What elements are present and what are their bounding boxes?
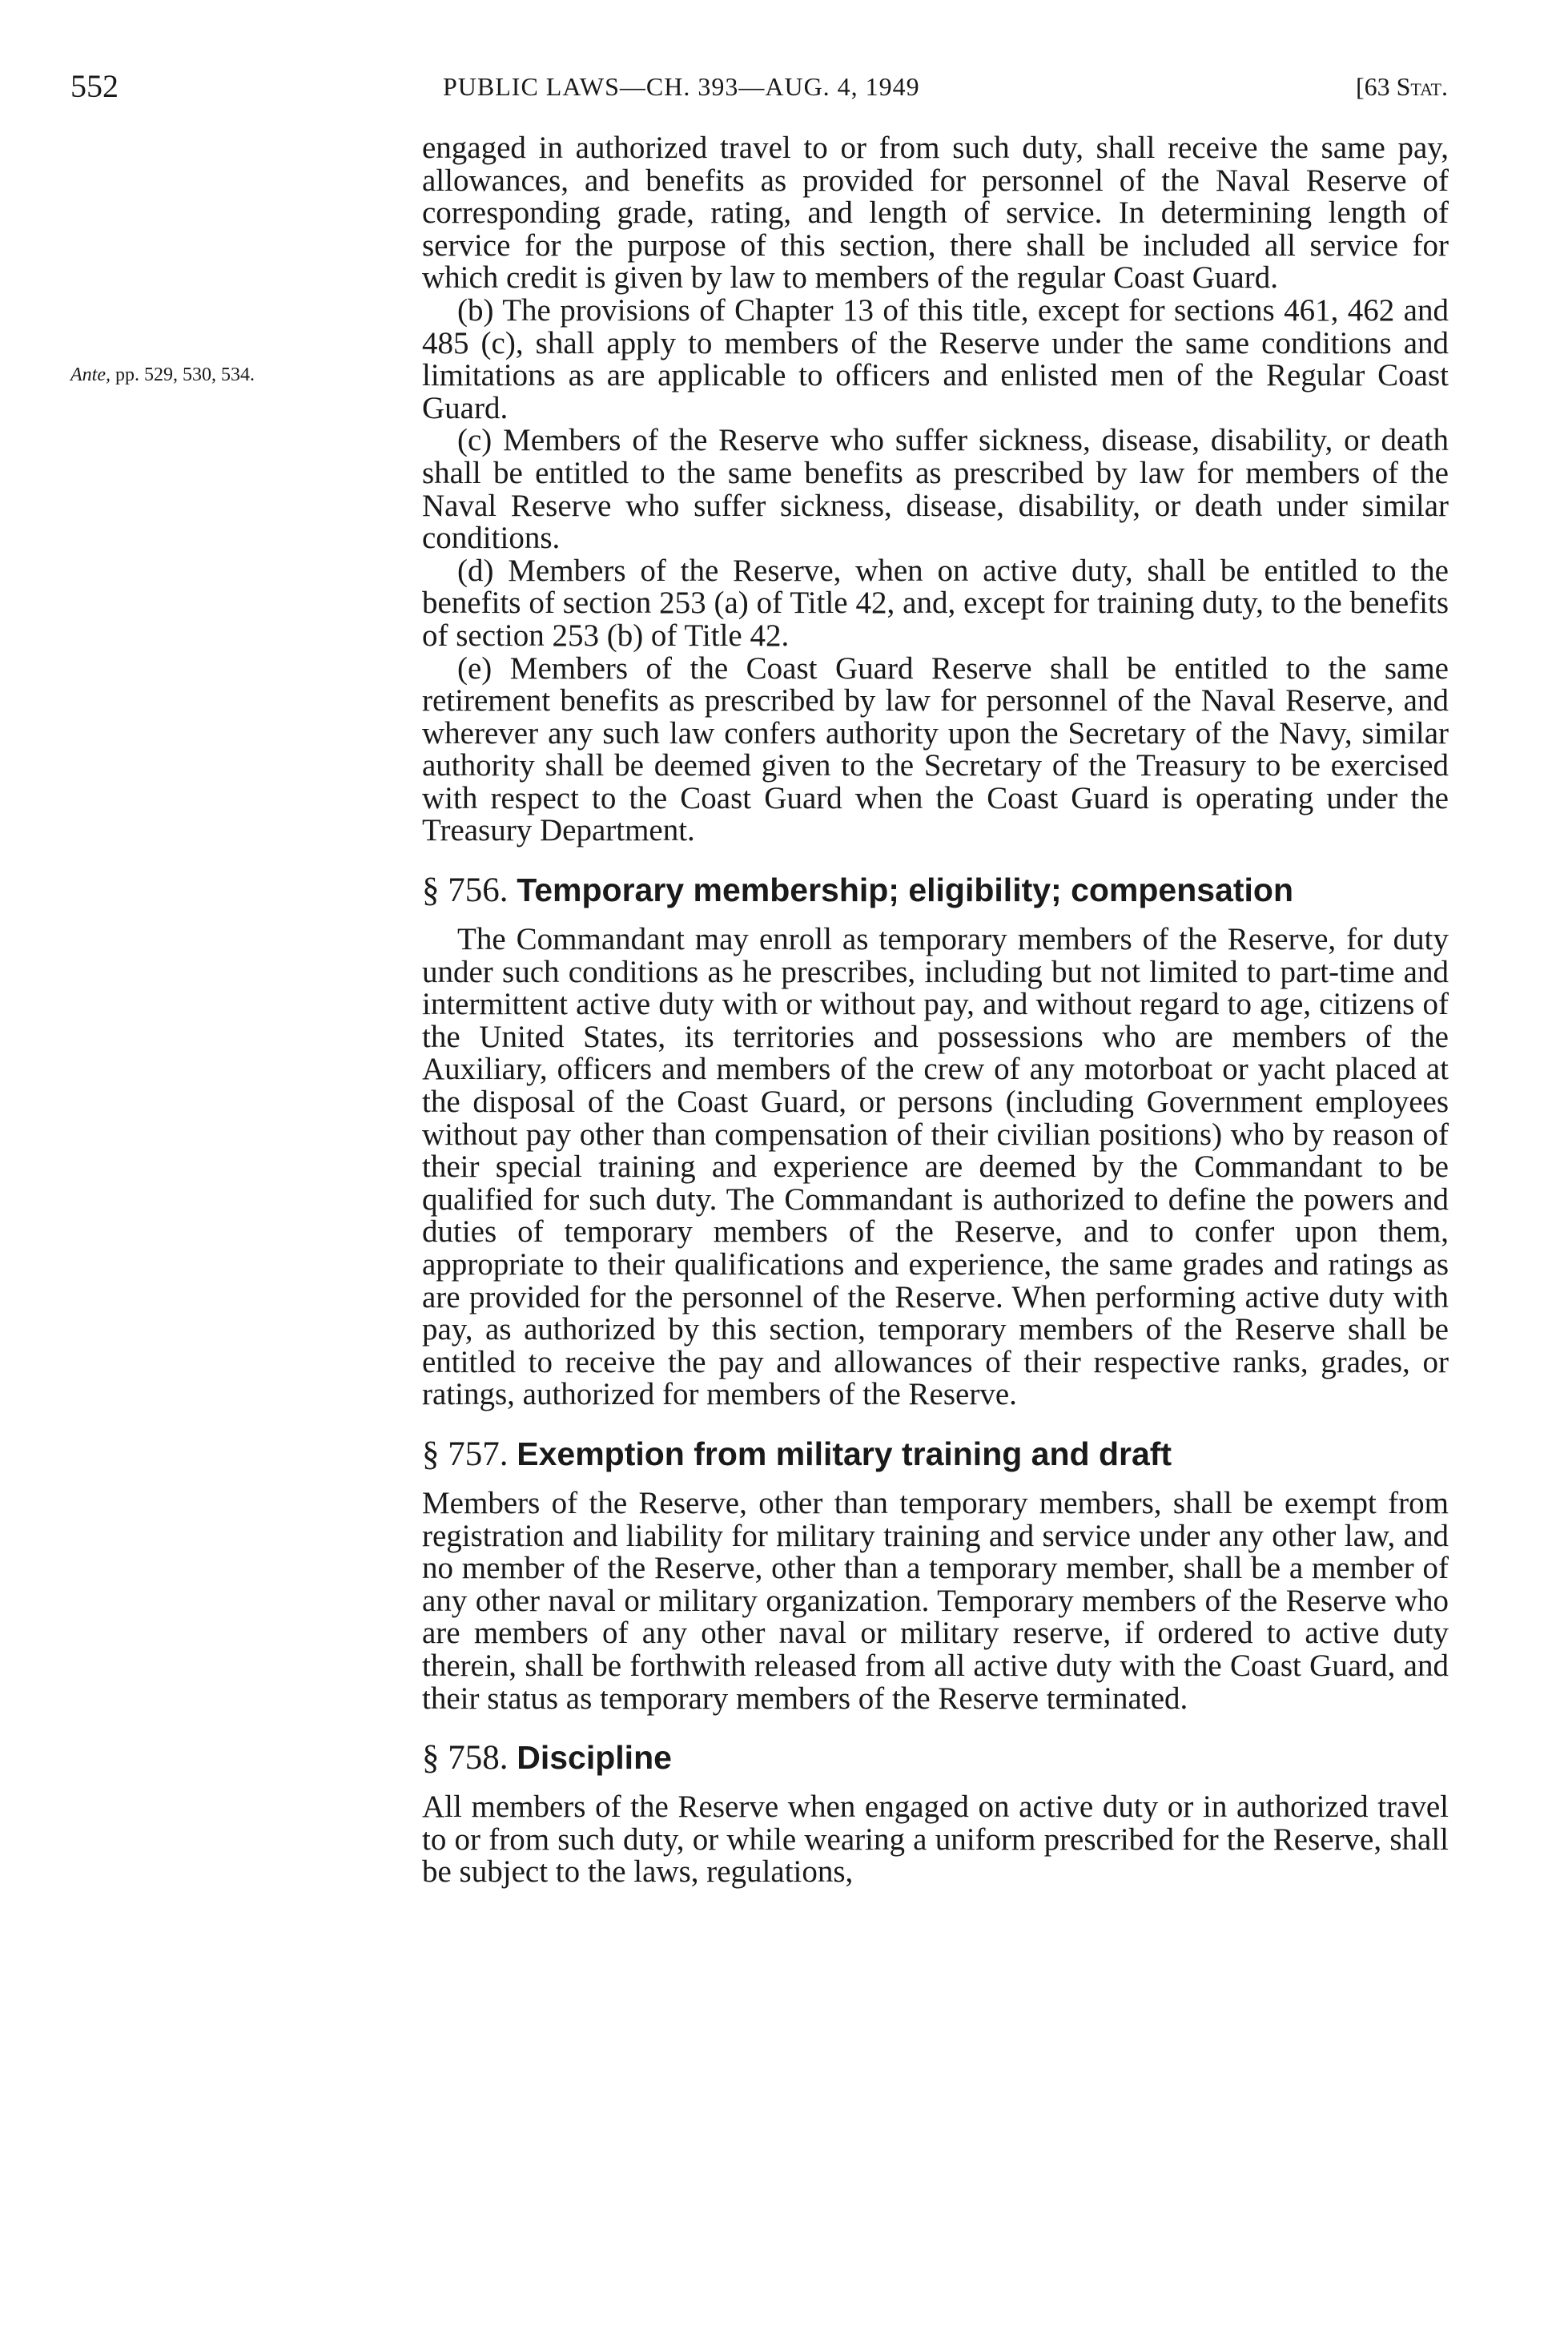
- margin-note-ante: Ante,: [70, 364, 111, 385]
- section-758-text: All members of the Reserve when engaged on active duty or in authorized travel to or from such duty, or while wearing a uniform prescribed for the Reserve, shall be subject to the laws, regulations,: [422, 1789, 1449, 1890]
- section-758-title: Discipline: [517, 1739, 672, 1777]
- section-758-number: § 758.: [422, 1739, 509, 1777]
- margin-note: [70, 364, 407, 385]
- section-756-text: The Commandant may enroll as temporary members of the Reserve, for duty under such conditions as he prescribes, including but not limited to part-time and intermittent active duty with or without pay, and without regard to age, citizens of the United States, its territories and possessions who are members of the Auxiliary, officers and members of the crew of any motorboat or yacht placed at the disposal of the Coast Guard, or persons (including Government employees without pay other than compensation of their civilian positions) who by reason of their special training and experience are deemed by the Commandant to be qualified for such duty. The Commandant is authorized to define the powers and duties of temporary members of the Reserve, and to confer upon them, appropriate to their qualifications and experience, the same grades and ratings as are provided for the personnel of the Reserve. When performing active duty with pay, as authorized by this section, temporary members of the Reserve shall be entitled to receive the pay and allowances of their respective ranks, grades, or ratings, authorized for members of the Reserve.: [422, 922, 1449, 1412]
- body-text: [422, 132, 1449, 1889]
- margin-note-pages: pp. 529, 530, 534.: [115, 364, 255, 385]
- subsection-b: (b) The provisions of Chapter 13 of this title, except for sections 461, 462 and 485 (c), shall apply to members of the Reserve under the same conditions and limitations as are applicable to officers and enlisted men of the Regular Coast Guard.: [422, 292, 1449, 425]
- subsection-c: (c) Members of the Reserve who suffer sickness, disease, disability, or death shall be entitled to the same benefits as prescribed by law for members of the Naval Reserve who suffer sickness, disease, disability, or death under similar conditions.: [422, 423, 1449, 556]
- section-756-title: Temporary membership; eligibility; compensation: [517, 872, 1294, 909]
- page-header: [70, 67, 1448, 107]
- volume-reference: [63 Stat.: [1355, 72, 1448, 101]
- paragraph-continuation: engaged in authorized travel to or from such duty, shall receive the same pay, allowances, and benefits as provided for personnel of the Naval Reserve of corresponding grade, rating, and length of service. In determining length of service for the purpose of this section, there shall be included all service for which credit is given by law to members of the regular Coast Guard.: [422, 131, 1449, 296]
- section-758-heading: [422, 1737, 1449, 1778]
- section-757-title: Exemption from military training and draft: [517, 1435, 1172, 1472]
- subsection-e: (e) Members of the Coast Guard Reserve shall be entitled to the same retirement benefits as prescribed by law for personnel of the Naval Reserve, and wherever any such law confers authority upon the Secretary of the Navy, similar authority shall be deemed given to the Secretary of the Treasury to be exercised with respect to the Coast Guard when the Coast Guard is operating under the Treasury Department.: [422, 650, 1449, 848]
- section-756-heading: [422, 870, 1449, 911]
- section-757-heading: [422, 1434, 1449, 1475]
- section-757-text: Members of the Reserve, other than temporary members, shall be exempt from registration and liability for military training and service under any other law, and no member of the Reserve, other than a temporary member, shall be a member of any other naval or military organization. Temporary members of the Reserve who are members of any other naval or military reserve, if ordered to active duty therein, shall be forthwith released from all active duty with the Coast Guard, and their status as temporary members of the Reserve terminated.: [422, 1485, 1449, 1716]
- section-756-number: § 756.: [422, 872, 509, 910]
- running-head: PUBLIC LAWS—CH. 393—AUG. 4, 1949: [443, 72, 920, 101]
- section-757-number: § 757.: [422, 1435, 509, 1473]
- subsection-d: (d) Members of the Reserve, when on active duty, shall be entitled to the benefits of section 253 (a) of Title 42, and, except for training duty, to the benefits of section 253 (b) of Title 42.: [422, 553, 1449, 653]
- page-number: 552: [70, 68, 119, 104]
